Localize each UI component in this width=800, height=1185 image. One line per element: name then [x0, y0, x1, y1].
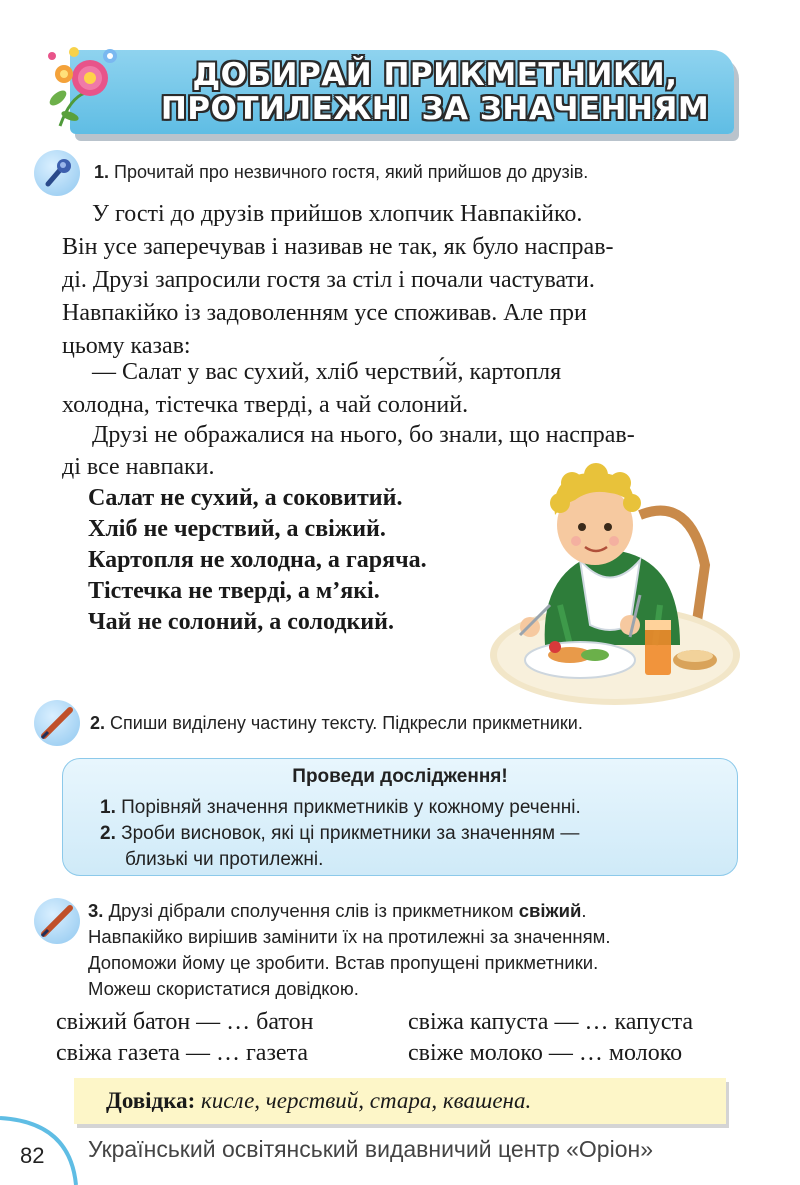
bold-line-1: Салат не сухий, а соковитий. — [88, 485, 403, 511]
task-3-line-2: Навпакійко вирішив замінити їх на протилежні за значенням. — [88, 926, 611, 947]
research-item-1-num: 1. — [100, 797, 116, 818]
bold-line-3: Картопля не холодна, а гаряча. — [88, 547, 427, 573]
story-line-2: Він усе заперечував і називав не так, як було насправ- — [62, 234, 614, 260]
pen-icon — [34, 700, 80, 746]
research-item-1-text: Порівняй значення прикметників у кожному реченні. — [121, 797, 581, 818]
story-line-8: Друзі не ображалися на нього, бо знали, що насправ- — [92, 422, 635, 448]
task-2-number: 2. — [90, 713, 106, 733]
task-3-line-3: Допоможи йому це зробити. Встав пропущені прикметники. — [88, 952, 599, 973]
task-3-line-1 — [88, 898, 587, 924]
task-1-icon-badge — [34, 150, 80, 196]
research-item-2-num: 2. — [100, 823, 116, 844]
task-3-line-1a: Друзі дібрали сполучення слів із прикметником — [108, 900, 514, 921]
task-3-icon-badge — [34, 898, 80, 944]
task-3-line-1c: . — [581, 900, 587, 921]
research-item-2 — [100, 821, 579, 847]
task-1-number: 1. — [94, 162, 110, 182]
reference-text — [106, 1088, 531, 1114]
phrase-4: свіже молоко — … молоко — [408, 1040, 683, 1066]
reference-words: кисле, черствий, стара, квашена. — [201, 1088, 532, 1113]
publisher-line: Український освітянський видавничий центр «Оріон» — [88, 1136, 653, 1162]
task-3-keyword: свіжий — [518, 900, 582, 921]
task-2-icon-badge — [34, 700, 80, 746]
research-item-1 — [100, 795, 581, 821]
research-title: Проведи дослідження! — [292, 766, 508, 787]
story-line-7: холодна, тістечка тверді, а чай солоний. — [62, 392, 469, 418]
task-1-instruction — [94, 162, 588, 183]
research-item-2-cont: близькі чи протилежні. — [125, 849, 324, 870]
story-line-5: цьому казав: — [62, 333, 191, 359]
phrase-2: свіжа капуста — … капуста — [408, 1009, 694, 1035]
bold-line-2: Хліб не черствий, а свіжий. — [88, 516, 386, 542]
story-line-6: — Салат у вас сухий, хліб черстви́й, картопля — [92, 359, 562, 385]
bold-line-5: Чай не солоний, а солодкий. — [88, 609, 394, 635]
title-line-2: ПРОТИЛЕЖНІ ЗА ЗНАЧЕННЯМ — [160, 91, 710, 127]
task-2-text: Спиши виділену частину тексту. Підкресли прикметники. — [110, 713, 583, 733]
boy-eating-illustration — [490, 455, 740, 705]
phrase-1: свіжий батон — … батон — [56, 1009, 314, 1035]
research-item-2-text: Зроби висновок, які ці прикметники за значенням — — [121, 823, 580, 844]
flower-ornament-icon — [40, 38, 140, 138]
reference-label: Довідка: — [106, 1088, 196, 1113]
phrase-3: свіжа газета — … газета — [56, 1040, 309, 1066]
story-line-3: ді. Друзі запросили гостя за стіл і почали частувати. — [62, 267, 595, 293]
task-2-instruction — [90, 713, 583, 734]
story-line-1: У гості до друзів прийшов хлопчик Навпакійко. — [92, 201, 583, 227]
task-3-line-4: Можеш скористатися довідкою. — [88, 978, 359, 999]
page-title — [150, 58, 720, 126]
pen-icon — [34, 898, 80, 944]
page-number: 82 — [20, 1143, 45, 1168]
microphone-icon — [34, 150, 80, 196]
task-3-number: 3. — [88, 900, 104, 921]
story-line-9: ді все навпаки. — [62, 454, 215, 480]
bold-line-4: Тістечка не тверді, а м’які. — [88, 578, 380, 604]
title-line-1: ДОБИРАЙ ПРИКМЕТНИКИ, — [192, 57, 678, 93]
story-line-4: Навпакійко із задоволенням усе споживав. Але при — [62, 300, 587, 326]
task-1-text: Прочитай про незвичного гостя, який прийшов до друзів. — [114, 162, 589, 182]
